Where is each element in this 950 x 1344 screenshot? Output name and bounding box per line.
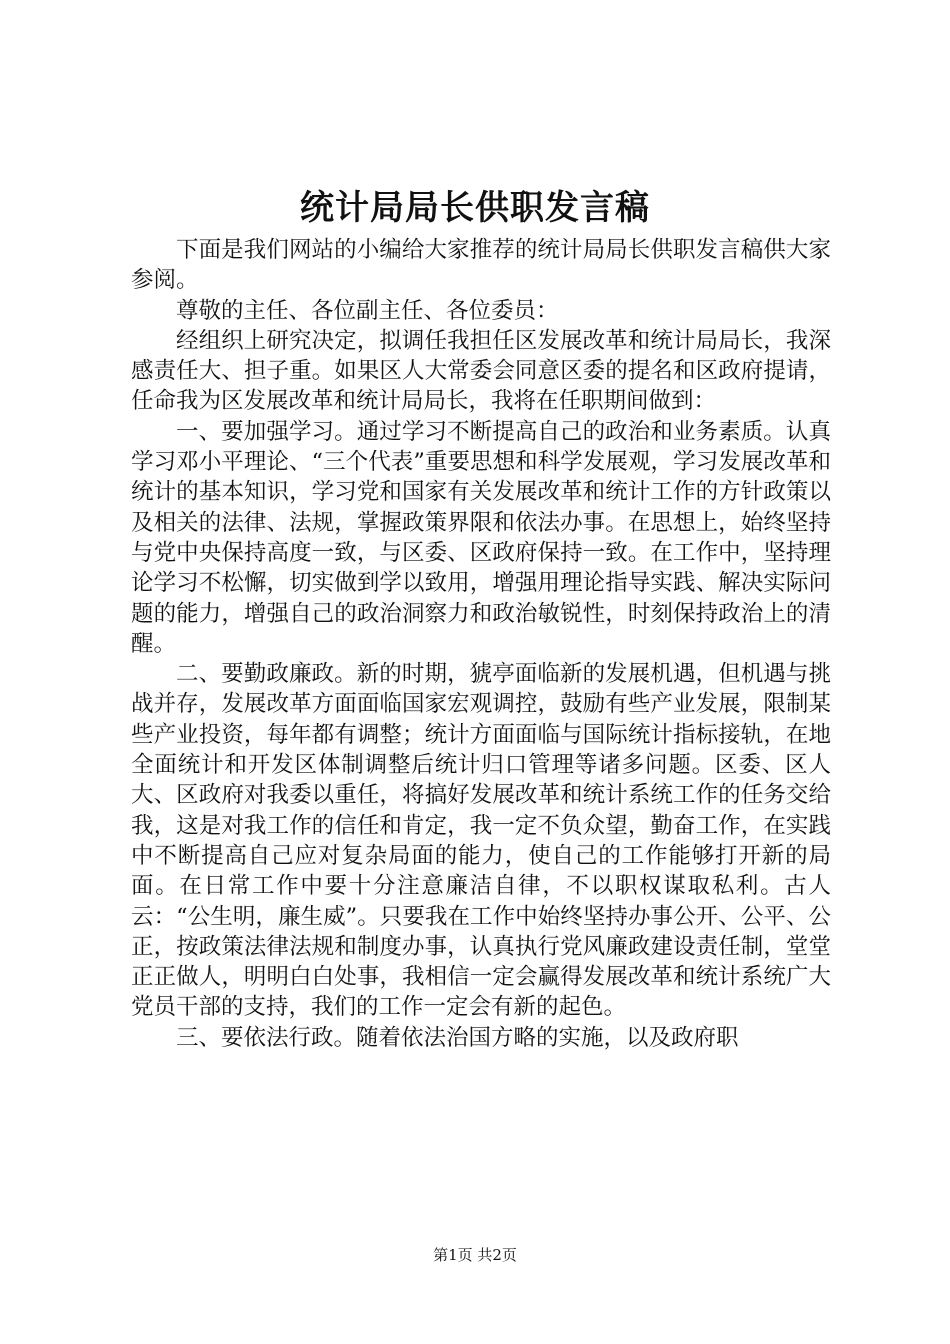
- page-footer: 第1页 共2页: [433, 1246, 517, 1264]
- paragraph-section-2: 二、要勤政廉政。新的时期，猇亭面临新的发展机遇，但机遇与挑战并存，发展改革方面面临国家宏观调控，鼓励有些产业发展，限制某些产业投资，每年都有调整；统计方面面临与国际统计指标接轨，在地全面统计和开发区体制调整后统计归口管理等诸多问题。区委、区人大、区政府对我委以重任，将搞好发展改革和统计系统工作的任务交给我，这是对我工作的信任和肯定，我一定不负众望，勤奋工作，在实践中不断提高自己应对复杂局面的能力，使自己的工作能够打开新的局面。在日常工作中要十分注意廉洁自律，不以职权谋取私利。古人云：“公生明，廉生威”。只要我在工作中始终坚持办事公开、公平、公正，按政策法律法规和制度办事，认真执行党风廉政建设责任制，堂堂正正做人，明明白白处事，我相信一定会赢得发展改革和统计系统广大党员干部的支持，我们的工作一定会有新的起色。: [131, 661, 831, 1021]
- paragraph-opening: 经组织上研究决定，拟调任我担任区发展改革和统计局局长，我深感责任大、担子重。如果区人大常委会同意区委的提名和区政府提请，任命我为区发展改革和统计局局长，我将在任职期间做到：: [131, 327, 831, 415]
- document-title: 统计局局长供职发言稿: [300, 188, 650, 228]
- paragraph-intro: 下面是我们网站的小编给大家推荐的统计局局长供职发言稿供大家参阅。: [131, 237, 831, 294]
- document-body: [131, 235, 831, 1053]
- paragraph-section-3: 三、要依法行政。随着依法治国方略的实施，以及政府职: [176, 1024, 739, 1051]
- paragraph-salutation: 尊敬的主任、各位副主任、各位委员：: [176, 297, 559, 324]
- paragraph-section-1: 一、要加强学习。通过学习不断提高自己的政治和业务素质。认真学习邓小平理论、“三个代表”重要思想和科学发展观，学习发展改革和统计的基本知识，学习党和国家有关发展改革和统计工作的方针政策以及相关的法律、法规，掌握政策界限和依法办事。在思想上，始终坚持与党中央保持高度一致，与区委、区政府保持一致。在工作中，坚持理论学习不松懈，切实做到学以致用，增强用理论指导实践、解决实际问题的能力，增强自己的政治洞察力和政治敏锐性，时刻保持政治上的清醒。: [131, 418, 831, 657]
